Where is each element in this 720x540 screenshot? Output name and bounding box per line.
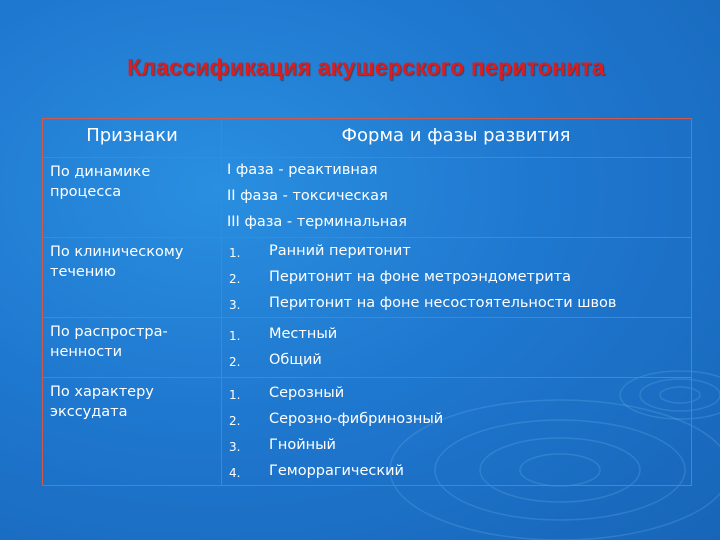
- list-number: 2.: [229, 355, 241, 369]
- phase-item: I фаза - реактивная: [227, 162, 378, 178]
- list-number: 2.: [229, 272, 241, 286]
- criterion-cell: [50, 242, 216, 282]
- criterion-line: процесса: [50, 184, 122, 200]
- criterion-cell: [50, 162, 216, 202]
- phase-item: III фаза - терминальная: [227, 214, 407, 230]
- list-number: 1.: [229, 388, 241, 402]
- header-forms: Форма и фазы развития: [341, 125, 571, 146]
- table-row: [43, 157, 691, 238]
- list-number: 2.: [229, 414, 241, 428]
- slide-title: Классификация акушерского перитонита: [127, 54, 605, 80]
- criterion-line: По клиническому: [50, 244, 184, 260]
- form-item: Серозно-фибринозный: [269, 411, 444, 427]
- table-row: [43, 377, 691, 486]
- criterion-line: По динамике: [50, 164, 151, 180]
- criterion-cell: [50, 382, 216, 422]
- form-item: Общий: [269, 352, 322, 368]
- criterion-line: течению: [50, 264, 116, 280]
- criterion-line: экссудата: [50, 404, 128, 420]
- phase-item: II фаза - токсическая: [227, 188, 388, 204]
- list-number: 3.: [229, 298, 241, 312]
- list-number: 1.: [229, 329, 241, 343]
- form-item: Гнойный: [269, 437, 336, 453]
- header-criteria: Признаки: [86, 125, 178, 146]
- table-header-row: [43, 119, 691, 157]
- form-item: Ранний перитонит: [269, 243, 411, 259]
- table-row: [43, 237, 691, 318]
- criterion-line: По характеру: [50, 384, 154, 400]
- form-item: Местный: [269, 326, 338, 342]
- list-number: 1.: [229, 246, 241, 260]
- form-item: Перитонит на фоне несостоятельности швов: [269, 295, 617, 311]
- list-number: 4.: [229, 466, 241, 480]
- list-number: 3.: [229, 440, 241, 454]
- form-item: Перитонит на фоне метроэндометрита: [269, 269, 571, 285]
- table-row: [43, 317, 691, 378]
- criterion-cell: [50, 322, 216, 362]
- form-item: Серозный: [269, 385, 345, 401]
- criterion-line: ненности: [50, 344, 123, 360]
- form-item: Геморрагический: [269, 463, 404, 479]
- criterion-line: По распростра-: [50, 324, 168, 340]
- classification-table: [42, 118, 692, 486]
